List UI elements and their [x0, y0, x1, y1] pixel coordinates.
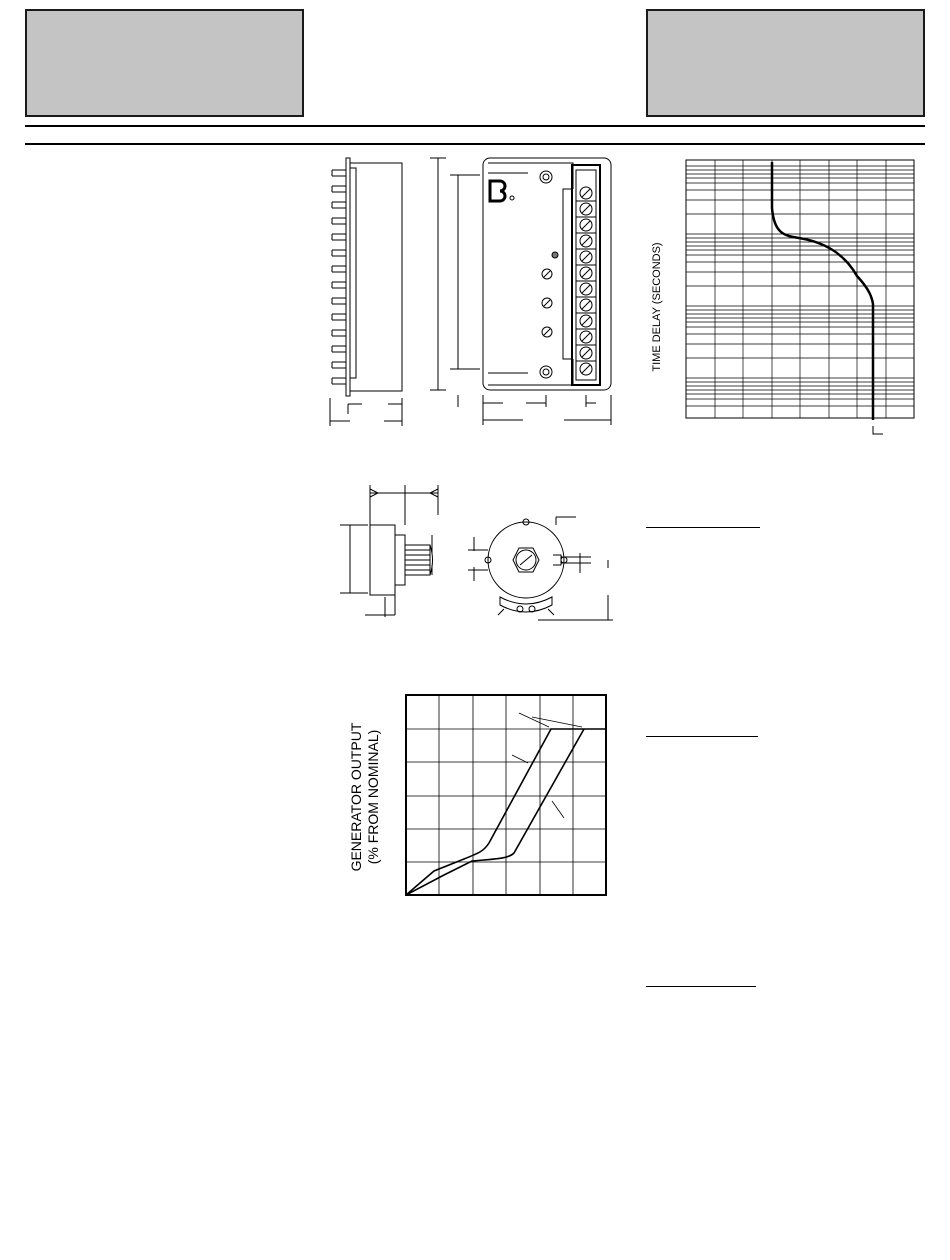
- header-box-left: [25, 9, 304, 117]
- generator-output-ylabel-line2: (% FROM NOMINAL): [365, 729, 381, 865]
- generator-output-chart: [404, 693, 608, 899]
- time-delay-ylabel: TIME DELAY (SECONDS): [651, 242, 663, 372]
- header-box-right: [646, 9, 925, 117]
- pot-side-view: [340, 485, 450, 625]
- module-front-view: [430, 155, 620, 435]
- generator-output-ylabel: [348, 712, 382, 882]
- right-column-heading-rule-1: [646, 527, 760, 528]
- generator-output-ylabel-line1: GENERATOR OUTPUT: [348, 722, 364, 872]
- time-delay-chart: [684, 158, 916, 440]
- header-rule-bottom: [25, 143, 925, 145]
- header-rule-top: [25, 125, 925, 127]
- pot-front-view: [468, 505, 628, 645]
- right-column-heading-rule-3: [646, 986, 756, 987]
- right-column-heading-rule-2: [646, 736, 758, 737]
- module-side-view: [328, 158, 408, 428]
